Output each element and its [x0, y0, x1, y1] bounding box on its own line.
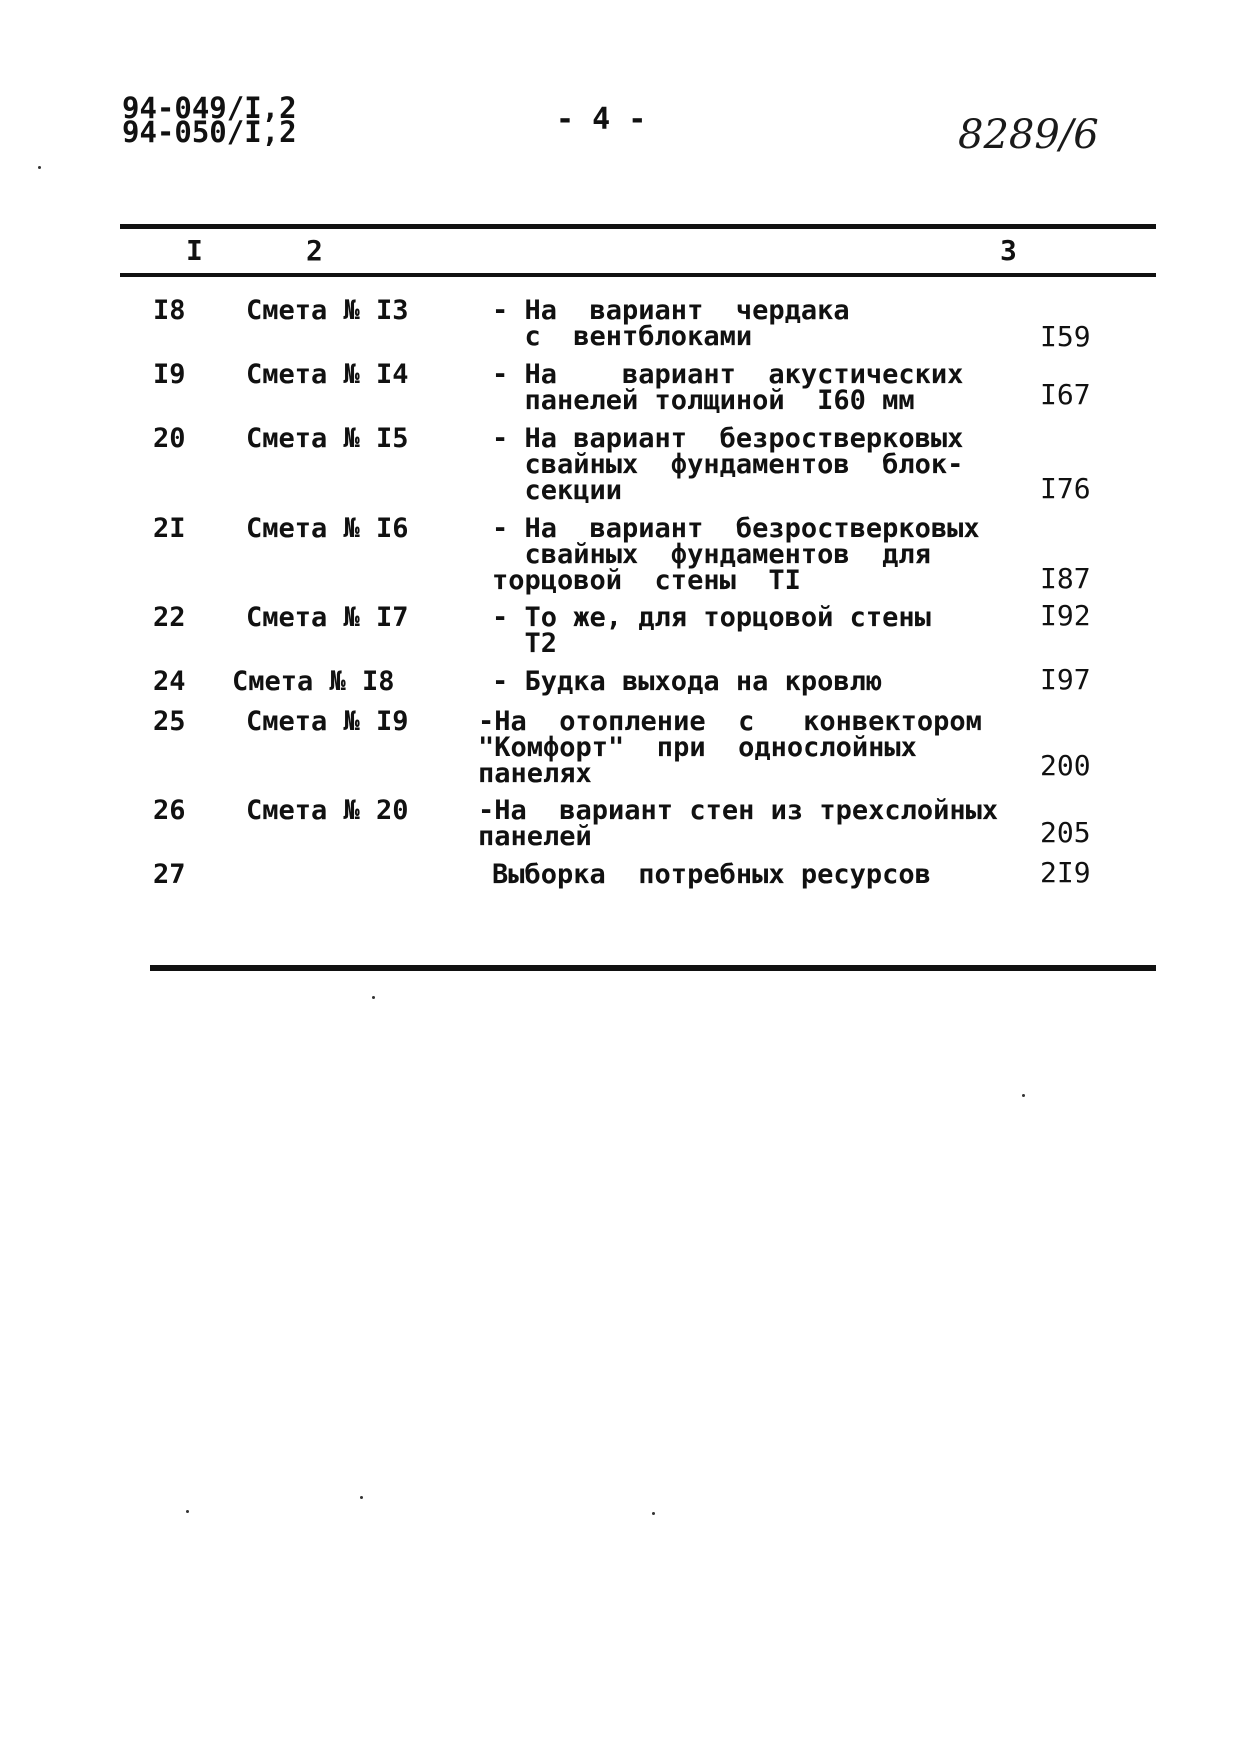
page-number: - 4 -: [556, 102, 647, 137]
column-header-3: 3: [1000, 234, 1017, 267]
scan-speck: [186, 1510, 189, 1513]
page-ref: 200: [1040, 749, 1091, 782]
estimate-ref: Смета № I5: [246, 423, 409, 454]
estimate-ref: Смета № 20: [246, 795, 409, 826]
row-description: [492, 423, 972, 506]
description-line: торцовой стены ТI: [492, 565, 801, 596]
row-number: 24: [153, 666, 186, 697]
row-number: 2I: [153, 513, 186, 544]
row-number: I9: [153, 359, 186, 390]
estimate-ref: Смета № I6: [246, 513, 409, 544]
scan-speck: [652, 1512, 655, 1515]
row-number: 22: [153, 602, 186, 633]
description-line: - На вариант безростверковых: [492, 513, 980, 544]
description-line: "Комфорт" при однослойных: [478, 732, 917, 763]
description-line: панелей толщиной I60 мм: [492, 385, 915, 416]
description-line: -На вариант стен из трехслойных: [478, 795, 999, 826]
row-description: [492, 859, 972, 890]
description-line: Выборка потребных ресурсов: [492, 859, 931, 890]
estimate-ref: Смета № I3: [246, 295, 409, 326]
row-description: [492, 513, 980, 596]
description-line: панелях: [478, 758, 592, 789]
description-line: - Будка выхода на кровлю: [492, 666, 883, 697]
column-header-1: I: [186, 234, 203, 267]
page-ref: I97: [1040, 663, 1091, 696]
document-codes: [122, 91, 297, 149]
estimate-ref: Смета № I7: [246, 602, 409, 633]
estimate-ref: Смета № I9: [246, 706, 409, 737]
row-description: [492, 295, 972, 352]
description-line: секции: [492, 475, 623, 506]
table-bottom-rule: [150, 965, 1156, 971]
page-ref: I67: [1040, 378, 1091, 411]
row-description: [478, 706, 982, 789]
description-line: панелей: [478, 821, 592, 852]
row-description: [492, 666, 972, 697]
page-ref: I76: [1040, 472, 1091, 505]
scan-speck: [372, 996, 375, 999]
row-number: 25: [153, 706, 186, 737]
table-top-rule: [120, 224, 1156, 229]
estimate-ref: Смета № I4: [246, 359, 409, 390]
document-code: 94-050/I,2: [122, 115, 297, 149]
description-line: -На отопление с конвектором: [478, 706, 982, 737]
description-line: Т2: [492, 628, 558, 659]
description-line: свайных фундаментов для: [492, 539, 931, 570]
description-line: - То же, для торцовой стены: [492, 602, 931, 633]
description-line: с вентблоками: [492, 321, 753, 352]
page-ref: 2I9: [1040, 856, 1091, 889]
scan-speck: [360, 1496, 363, 1499]
row-number: 27: [153, 859, 186, 890]
page-ref: I87: [1040, 562, 1091, 595]
document-code: 94-049/I,2: [122, 91, 297, 125]
archive-number: 8289/6: [958, 112, 1099, 158]
page-ref: I59: [1040, 320, 1091, 353]
row-description: [478, 795, 999, 852]
description-line: - На вариант чердака: [492, 295, 850, 326]
estimate-ref: Смета № I8: [232, 666, 395, 697]
description-line: свайных фундаментов блок-: [492, 449, 964, 480]
scan-speck: [1022, 1094, 1025, 1097]
row-description: [492, 602, 972, 659]
column-header-2: 2: [306, 234, 323, 267]
row-number: 20: [153, 423, 186, 454]
page-ref: I92: [1040, 599, 1091, 632]
row-description: [492, 359, 972, 416]
page-ref: 205: [1040, 816, 1091, 849]
row-number: 26: [153, 795, 186, 826]
description-line: - На вариант акустических: [492, 359, 964, 390]
description-line: - На вариант безростверковых: [492, 423, 964, 454]
table-header-rule: [120, 273, 1156, 277]
scan-speck: [38, 166, 41, 169]
row-number: I8: [153, 295, 186, 326]
